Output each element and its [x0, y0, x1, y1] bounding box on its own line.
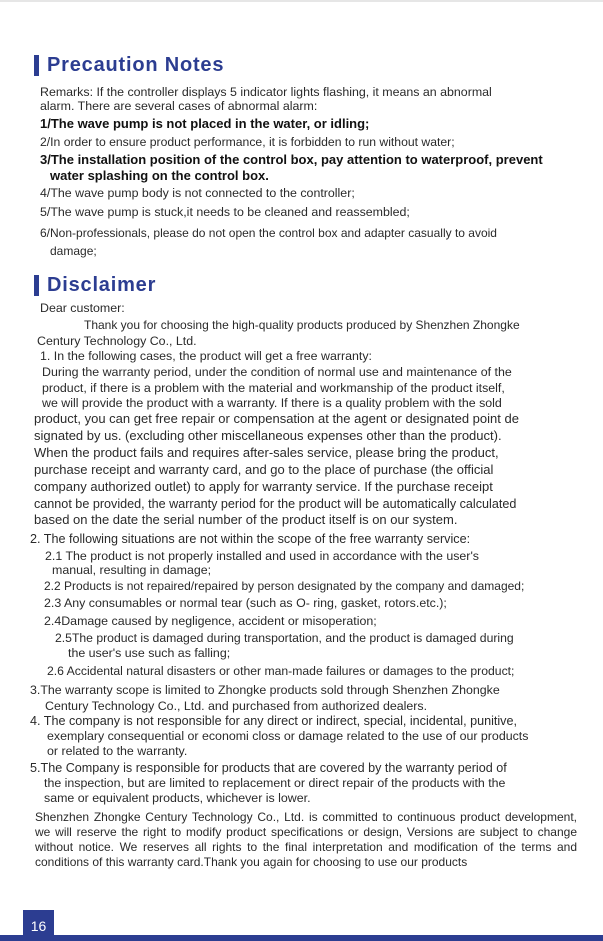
liability-line-2: exemplary consequential or economi closs or damage related to the use of our products: [47, 729, 529, 743]
precaution-item-3-line-1: 3/The installation position of the control box, pay attention to waterproof, prevent: [40, 152, 543, 167]
precaution-heading: [34, 54, 224, 77]
heading-accent-bar: [34, 55, 39, 76]
warranty-para-line-7: When the product fails and requires after-sales service, please bring the product,: [34, 445, 499, 460]
warranty-para-line-5: product, you can get free repair or compensation at the agent or designated point de: [34, 411, 519, 426]
disclaimer-title: Disclaimer: [47, 274, 157, 296]
exclusion-2-1-line-2: manual, resulting in damage;: [52, 563, 212, 577]
warranty-para-line-4: we will provide the product with a warranty. If there is a quality problem with the sold: [42, 396, 502, 410]
warranty-para-line-2: During the warranty period, under the condition of normal use and maintenance of the: [42, 365, 512, 379]
disclaimer-heading: [34, 274, 156, 297]
exclusion-2-1-line-1: 2.1 The product is not properly installed and used in accordance with the user's: [45, 549, 479, 563]
liability-line-3: or related to the warranty.: [47, 744, 188, 758]
remarks-line-2: alarm. There are several cases of abnormal alarm:: [40, 99, 318, 113]
precaution-item-2: 2/In order to ensure product performance, it is forbidden to run without water;: [40, 135, 455, 149]
closing-statement: Shenzhen Zhongke Century Technology Co., Ltd. is committed to continuous product development, we will reserve the right to modify product specifications or design, Versions are subject to change without notice. We reserves all rights to the final interpretation and modification of the terms and conditions of this warranty card.Thank you again for choosing to use our products: [35, 810, 577, 869]
scope-line-2: Century Technology Co., Ltd. and purchased from authorized dealers.: [45, 699, 428, 713]
exclusions-heading: 2. The following situations are not within the scope of the free warranty service:: [30, 532, 471, 546]
precaution-item-1: 1/The wave pump is not placed in the water, or idling;: [40, 116, 370, 131]
page-number: 16: [23, 910, 54, 941]
responsibility-line-3: same or equivalent products, whichever is lower.: [44, 791, 311, 805]
precaution-item-6-line-1: 6/Non-professionals, please do not open the control box and adapter casually to avoid: [40, 226, 497, 240]
remarks-line-1: Remarks: If the controller displays 5 indicator lights flashing, it means an abnormal: [40, 85, 492, 99]
heading-accent-bar: [34, 275, 39, 296]
exclusion-2-3: 2.3 Any consumables or normal tear (such as O- ring, gasket, rotors.etc.);: [44, 596, 447, 610]
liability-line-1: 4. The company is not responsible for any direct or indirect, special, incidental, punitive,: [30, 714, 517, 728]
warranty-para-line-3: product, if there is a problem with the material and workmanship of the product itself,: [42, 381, 505, 395]
responsibility-line-1: 5.The Company is responsible for products that are covered by the warranty period of: [30, 761, 507, 775]
thanks-line-1: Thank you for choosing the high-quality products produced by Shenzhen Zhongke: [84, 318, 520, 332]
exclusion-2-5-line-1: 2.5The product is damaged during transportation, and the product is damaged during: [55, 631, 514, 645]
warranty-para-line-8: purchase receipt and warranty card, and go to the place of purchase (the official: [34, 462, 494, 477]
precaution-item-6-line-2: damage;: [50, 244, 97, 258]
exclusion-2-4: 2.4Damage caused by negligence, accident or misoperation;: [44, 614, 377, 628]
precaution-item-4: 4/The wave pump body is not connected to the controller;: [40, 186, 355, 200]
exclusion-2-2: 2.2 Products is not repaired/repaired by person designated by the company and damaged;: [44, 579, 525, 593]
exclusion-2-6: 2.6 Accidental natural disasters or other man-made failures or damages to the product;: [47, 664, 515, 678]
warranty-para-line-6: signated by us. (excluding other miscellaneous expenses other than the product).: [34, 428, 502, 443]
warranty-para-line-1: 1. In the following cases, the product will get a free warranty:: [40, 349, 372, 363]
responsibility-line-2: the inspection, but are limited to replacement or direct repair of the products with the: [44, 776, 506, 790]
greeting: Dear customer:: [40, 301, 125, 315]
scope-line-1: 3.The warranty scope is limited to Zhongke products sold through Shenzhen Zhongke: [30, 683, 500, 697]
precaution-item-3-line-2: water splashing on the control box.: [50, 168, 269, 183]
thanks-line-2: Century Technology Co., Ltd.: [37, 334, 197, 348]
warranty-para-line-11: based on the date the serial number of the product itself is on our system.: [34, 512, 458, 527]
precaution-item-5: 5/The wave pump is stuck,it needs to be cleaned and reassembled;: [40, 205, 410, 219]
exclusion-2-5-line-2: the user's use such as falling;: [68, 646, 231, 660]
warranty-para-line-9: company authorized outlet) to apply for warranty service. If the purchase receipt: [34, 479, 493, 494]
warranty-para-line-10: cannot be provided, the warranty period for the product will be automatically calculated: [34, 497, 517, 511]
footer-bar: [0, 935, 603, 941]
top-divider: [0, 0, 603, 2]
precaution-title: Precaution Notes: [47, 54, 225, 76]
